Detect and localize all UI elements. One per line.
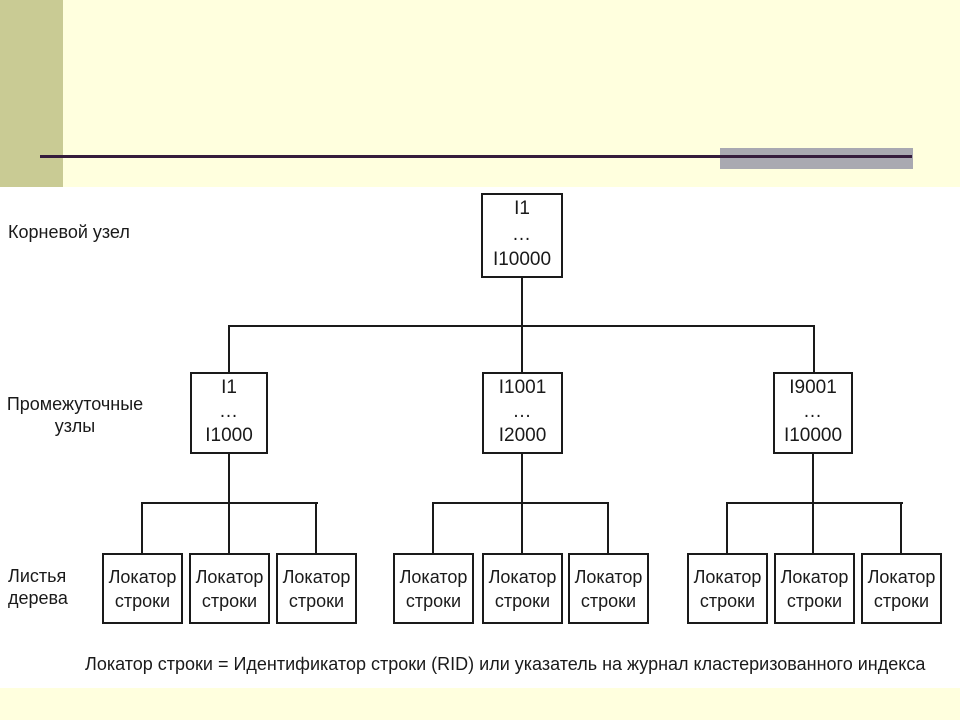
leaf1-line2: строки — [114, 590, 171, 611]
intermediate-node-box-1 — [190, 372, 268, 454]
connector-level1-left-drop — [228, 325, 230, 372]
leaf5-line2: строки — [494, 590, 551, 611]
row-label-leaves — [8, 565, 68, 609]
leaf8-line2: строки — [786, 590, 843, 611]
leaf9-line1: Локатор — [867, 566, 936, 587]
leaf7-line2: строки — [699, 590, 756, 611]
leaf-node-box-5 — [482, 553, 563, 624]
leaf-node-box-4 — [393, 553, 474, 624]
row-label-leaves-line1: Листья — [8, 566, 67, 586]
intermediate1-first-key: I1 — [221, 377, 237, 398]
row-label-intermediate-line1: Промежуточные — [6, 394, 144, 414]
intermediate3-ellipsis: … — [803, 401, 823, 422]
connector-group3-right-drop — [900, 502, 902, 553]
intermediate1-last-key: I1000 — [205, 425, 253, 446]
leaf5-line1: Локатор — [488, 566, 557, 587]
leaf8-line1: Локатор — [780, 566, 849, 587]
intermediate1-ellipsis: … — [219, 401, 239, 422]
intermediate3-first-key: I9001 — [789, 377, 837, 398]
connector-group3-left-drop — [726, 502, 728, 553]
row-label-intermediate-line2: узлы — [54, 416, 96, 436]
intermediate3-last-key: I10000 — [783, 425, 843, 446]
leaf-node-box-9 — [861, 553, 942, 624]
leaf1-line1: Локатор — [108, 566, 177, 587]
leaf7-line1: Локатор — [693, 566, 762, 587]
leaf6-line1: Локатор — [574, 566, 643, 587]
leaf3-line2: строки — [288, 590, 345, 611]
leaf-node-box-2 — [189, 553, 270, 624]
intermediate2-ellipsis: … — [512, 401, 533, 422]
connector-group1-horizontal — [141, 502, 318, 504]
diagram-caption: Локатор строки = Идентификатор строки (RID) или указатель на журнал кластеризованного индекса — [85, 654, 926, 674]
leaf-node-box-8 — [774, 553, 855, 624]
root-node-first-key: I1 — [514, 198, 530, 219]
connector-level1-horizontal — [228, 325, 815, 327]
slide-bottom-band — [0, 688, 960, 720]
leaf4-line1: Локатор — [399, 566, 468, 587]
leaf9-line2: строки — [873, 590, 930, 611]
row-label-root-text: Корневой узел — [8, 222, 130, 242]
connector-level1-right-drop — [813, 325, 815, 372]
leaf3-line1: Локатор — [282, 566, 351, 587]
leaf-node-box-6 — [568, 553, 649, 624]
leaf-node-box-1 — [102, 553, 183, 624]
root-node-ellipsis: … — [512, 223, 532, 245]
intermediate2-last-key: I2000 — [498, 425, 547, 446]
root-node-last-key: I10000 — [492, 249, 552, 270]
connector-group2-left-drop — [432, 502, 434, 553]
intermediate-node-box-2 — [482, 372, 563, 454]
connector-group2-horizontal — [432, 502, 609, 504]
root-node-box — [481, 193, 563, 278]
leaf-node-box-3 — [276, 553, 357, 624]
intermediate2-first-key: I1001 — [498, 377, 547, 398]
leaf2-line1: Локатор — [195, 566, 264, 587]
row-label-leaves-line2: дерева — [8, 588, 68, 608]
row-label-root — [8, 221, 130, 243]
row-label-intermediate — [5, 393, 145, 437]
leaf4-line2: строки — [405, 590, 462, 611]
connector-group2-right-drop — [607, 502, 609, 553]
leaf-node-box-7 — [687, 553, 768, 624]
corner-accent-block — [0, 0, 63, 187]
connector-group1-left-drop — [141, 502, 143, 553]
intermediate-node-box-3 — [773, 372, 853, 454]
title-rule-line — [40, 155, 912, 158]
connector-group3-horizontal — [726, 502, 903, 504]
leaf6-line2: строки — [580, 590, 637, 611]
leaf2-line2: строки — [201, 590, 258, 611]
title-rule-accent-bar — [720, 148, 913, 169]
connector-group1-right-drop — [315, 502, 317, 553]
